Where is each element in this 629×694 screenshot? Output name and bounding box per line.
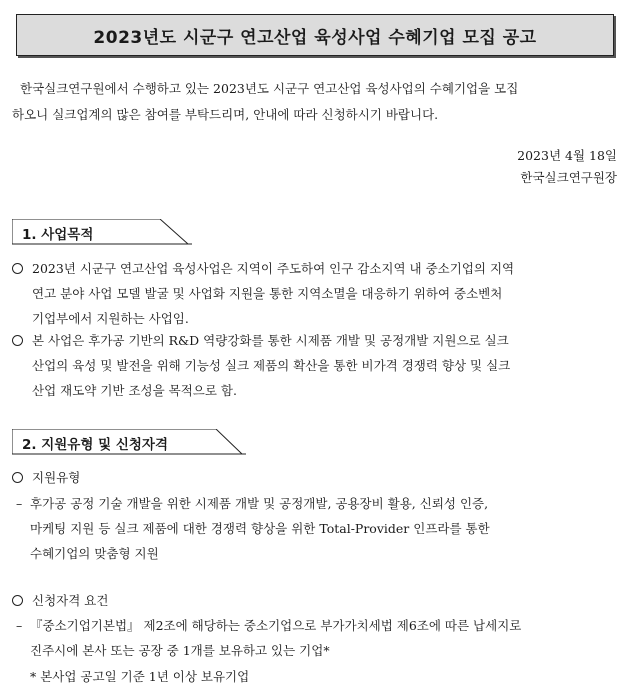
circle-bullet-icon bbox=[12, 256, 28, 282]
eligibility-line: 진주시에 본사 또는 공장 중 1개를 보유하고 있는 기업* bbox=[30, 643, 330, 658]
support-type-label: 지원유형 bbox=[32, 470, 81, 485]
purpose-line: 연고 분야 사업 모델 발굴 및 사업화 지원을 통한 지역소멸을 대응하기 위하여 중소벤처 bbox=[32, 286, 503, 301]
circle-bullet-icon bbox=[12, 328, 28, 354]
intro-line: 한국실크연구원에서 수행하고 있는 2023년도 시군구 연고산업 육성사업의 수혜기업을 모집 bbox=[20, 81, 519, 96]
purpose-item bbox=[12, 256, 620, 331]
title-box bbox=[16, 14, 614, 56]
circle-bullet-icon bbox=[12, 588, 28, 614]
section-2-title: 2. 지원유형 및 신청자격 bbox=[22, 437, 168, 453]
eligibility-label: 신청자격 요건 bbox=[32, 593, 109, 608]
purpose-line: 기업부에서 지원하는 사업임. bbox=[32, 311, 189, 326]
support-type-line: 수혜기업의 맞춤형 지원 bbox=[30, 546, 159, 561]
support-type-line: 마케팅 지원 등 실크 제품에 대한 경쟁력 향상을 위한 Total-Provider 인프라를 통한 bbox=[30, 521, 490, 536]
section-2-heading bbox=[12, 429, 246, 455]
announcement-date: 2023년 4월 18일 bbox=[517, 148, 617, 163]
support-type-heading bbox=[12, 465, 620, 490]
section-1-title: 1. 사업목적 bbox=[22, 227, 94, 243]
eligibility-footnote: * 본사업 공고일 기준 1년 이상 보유기업 bbox=[30, 669, 250, 684]
dash-bullet: – bbox=[16, 618, 23, 633]
purpose-line: 2023년 시군구 연고산업 육성사업은 지역이 주도하여 인구 감소지역 내 중소기업의 지역 bbox=[32, 261, 515, 276]
eligibility-detail bbox=[16, 613, 620, 663]
support-type-line: 후가공 공정 기술 개발을 위한 시제품 개발 및 공정개발, 공용장비 활용, 신뢰성 인증, bbox=[30, 496, 489, 511]
purpose-line: 산업 재도약 기반 조성을 목적으로 함. bbox=[32, 383, 237, 398]
circle-bullet-icon bbox=[12, 465, 28, 491]
page-title: 2023년도 시군구 연고산업 육성사업 수혜기업 모집 공고 bbox=[93, 27, 537, 48]
section-1-heading bbox=[12, 219, 192, 245]
issuer-name: 한국실크연구원장 bbox=[520, 170, 617, 185]
purpose-line: 산업의 육성 및 발전을 위해 기능성 실크 제품의 확산을 통한 비가격 경쟁력 향상 및 실크 bbox=[32, 358, 511, 373]
intro-paragraph bbox=[12, 76, 620, 128]
eligibility-heading bbox=[12, 588, 620, 613]
eligibility-line: 『중소기업기본법』 제2조에 해당하는 중소기업으로 부가가치세법 제6조에 따른 납세지로 bbox=[30, 618, 522, 633]
intro-line: 하오니 실크업계의 많은 참여를 부탁드리며, 안내에 따라 신청하시기 바랍니다. bbox=[12, 107, 439, 122]
purpose-item bbox=[12, 328, 620, 403]
support-type-detail bbox=[16, 491, 620, 566]
dash-bullet: – bbox=[16, 496, 23, 511]
purpose-line: 본 사업은 후가공 기반의 R&D 역량강화를 통한 시제품 개발 및 공정개발 지원으로 실크 bbox=[32, 333, 509, 348]
